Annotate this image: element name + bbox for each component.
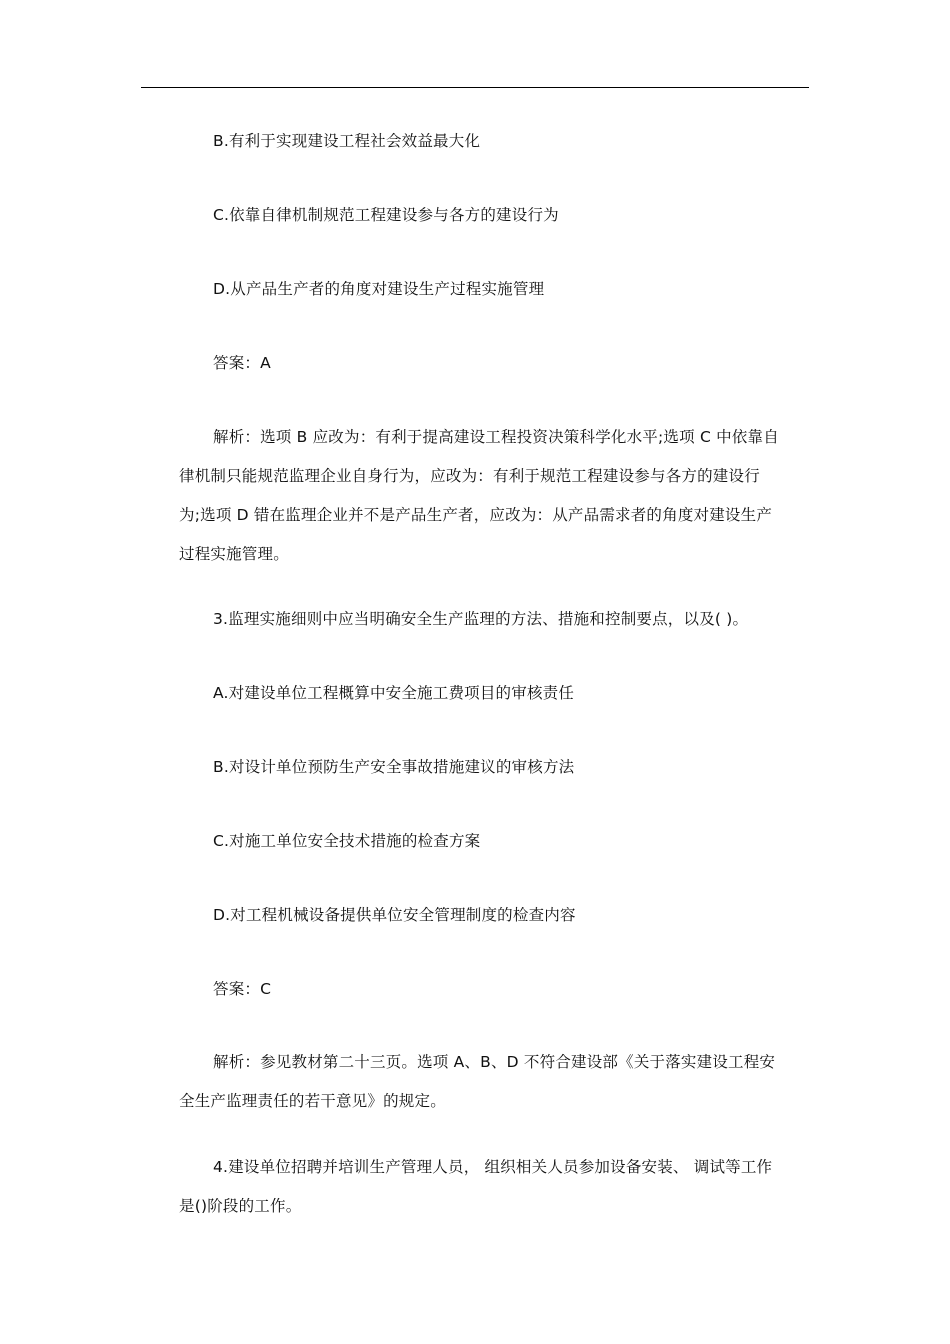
q4-question-line: 是()阶段的工作。 [179, 1197, 302, 1215]
q3-option-c: C.对施工单位安全技术措施的检查方案 [213, 832, 481, 850]
q2-analysis-line: 解析：选项 B 应改为：有利于提高建设工程投资决策科学化水平;选项 C 中依靠自 [213, 428, 779, 446]
q4-question [179, 1158, 811, 1216]
q3-analysis-line: 全生产监理责任的若干意见》的规定。 [179, 1092, 446, 1110]
q2-analysis [179, 428, 811, 564]
q2-option-b: B.有利于实现建设工程社会效益最大化 [213, 132, 481, 150]
q3-option-b: B.对设计单位预防生产安全事故措施建议的审核方法 [213, 758, 575, 776]
q2-analysis-line: 律机制只能规范监理企业自身行为，应改为：有利于规范工程建设参与各方的建设行 [179, 467, 760, 485]
q2-analysis-line: 为;选项 D 错在监理企业并不是产品生产者，应改为：从产品需求者的角度对建设生产 [179, 506, 773, 524]
q3-answer: 答案：C [213, 980, 272, 998]
q2-option-c: C.依靠自律机制规范工程建设参与各方的建设行为 [213, 206, 559, 224]
q2-analysis-line: 过程实施管理。 [179, 545, 289, 563]
q3-analysis [179, 1053, 811, 1111]
q3-analysis-line: 解析：参见教材第二十三页。选项 A、B、D 不符合建设部《关于落实建设工程安 [213, 1053, 776, 1071]
q2-answer: 答案：A [213, 354, 271, 372]
q2-option-d: D.从产品生产者的角度对建设生产过程实施管理 [213, 280, 545, 298]
q3-question: 3.监理实施细则中应当明确安全生产监理的方法、措施和控制要点，以及( )。 [213, 610, 749, 628]
q3-option-a: A.对建设单位工程概算中安全施工费项目的审核责任 [213, 684, 575, 702]
q3-option-d: D.对工程机械设备提供单位安全管理制度的检查内容 [213, 906, 576, 924]
q4-question-line: 4.建设单位招聘并培训生产管理人员， 组织相关人员参加设备安装、 调试等工作 [213, 1158, 773, 1176]
header-rule [141, 87, 809, 88]
